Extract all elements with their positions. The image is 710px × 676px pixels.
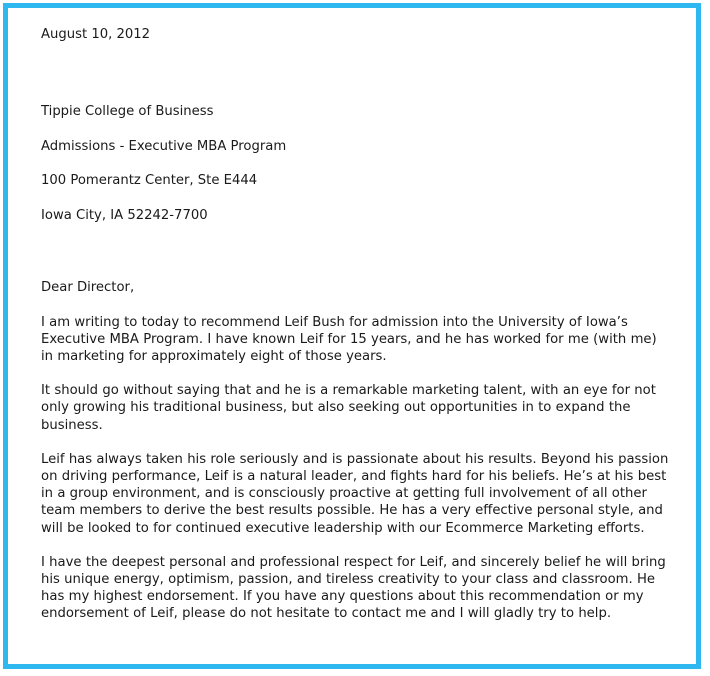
letter-page [8,8,696,664]
letter-date: August 10, 2012 [41,27,151,42]
recipient-address-block [41,103,669,224]
address-line-organization: Tippie College of Business [41,104,214,119]
letter-paragraph: I am writing to today to recommend Leif Bush for admission into the University of Iowa’s Executive MBA Program. I have known Leif for 15 years, and he has worked for me (with me) in marketing for approximately eight of those years. [41,314,657,364]
letter-salutation: Dear Director, [41,279,135,295]
letter-content [41,26,669,636]
address-line-department: Admissions - Executive MBA Program [41,138,287,154]
address-line-street: 100 Pomerantz Center, Ste E444 [41,173,258,188]
letter-paragraph: It should go without saying that and he is a remarkable marketing talent, with an eye for not only growing his traditional business, but also seeking out opportunities in to expand the business. [41,383,656,433]
letter-border-frame [3,3,701,669]
letter-paragraph: Leif has always taken his role seriously and is passionate about his results. Beyond his passion on driving performance, Leif is a natural leader, and fights hard for his beliefs. He’s at his best in a group environment, and is consciously proactive at getting full involvement of all other team members to derive the best results possible. He has a very effective personal style, and will be looked to for continued executive leadership with our Ecommerce Marketing efforts. [41,451,669,536]
address-line-city-state-zip: Iowa City, IA 52242-7700 [41,207,208,223]
letter-paragraph: I have the deepest personal and professional respect for Leif, and sincerely belief he will bring his unique energy, optimism, passion, and tireless creativity to your class and classroom. He has my highest endorsement. If you have any questions about this recommendation or my endorsement of Leif, please do not hesitate to contact me and I will gladly try to help. [41,554,666,622]
